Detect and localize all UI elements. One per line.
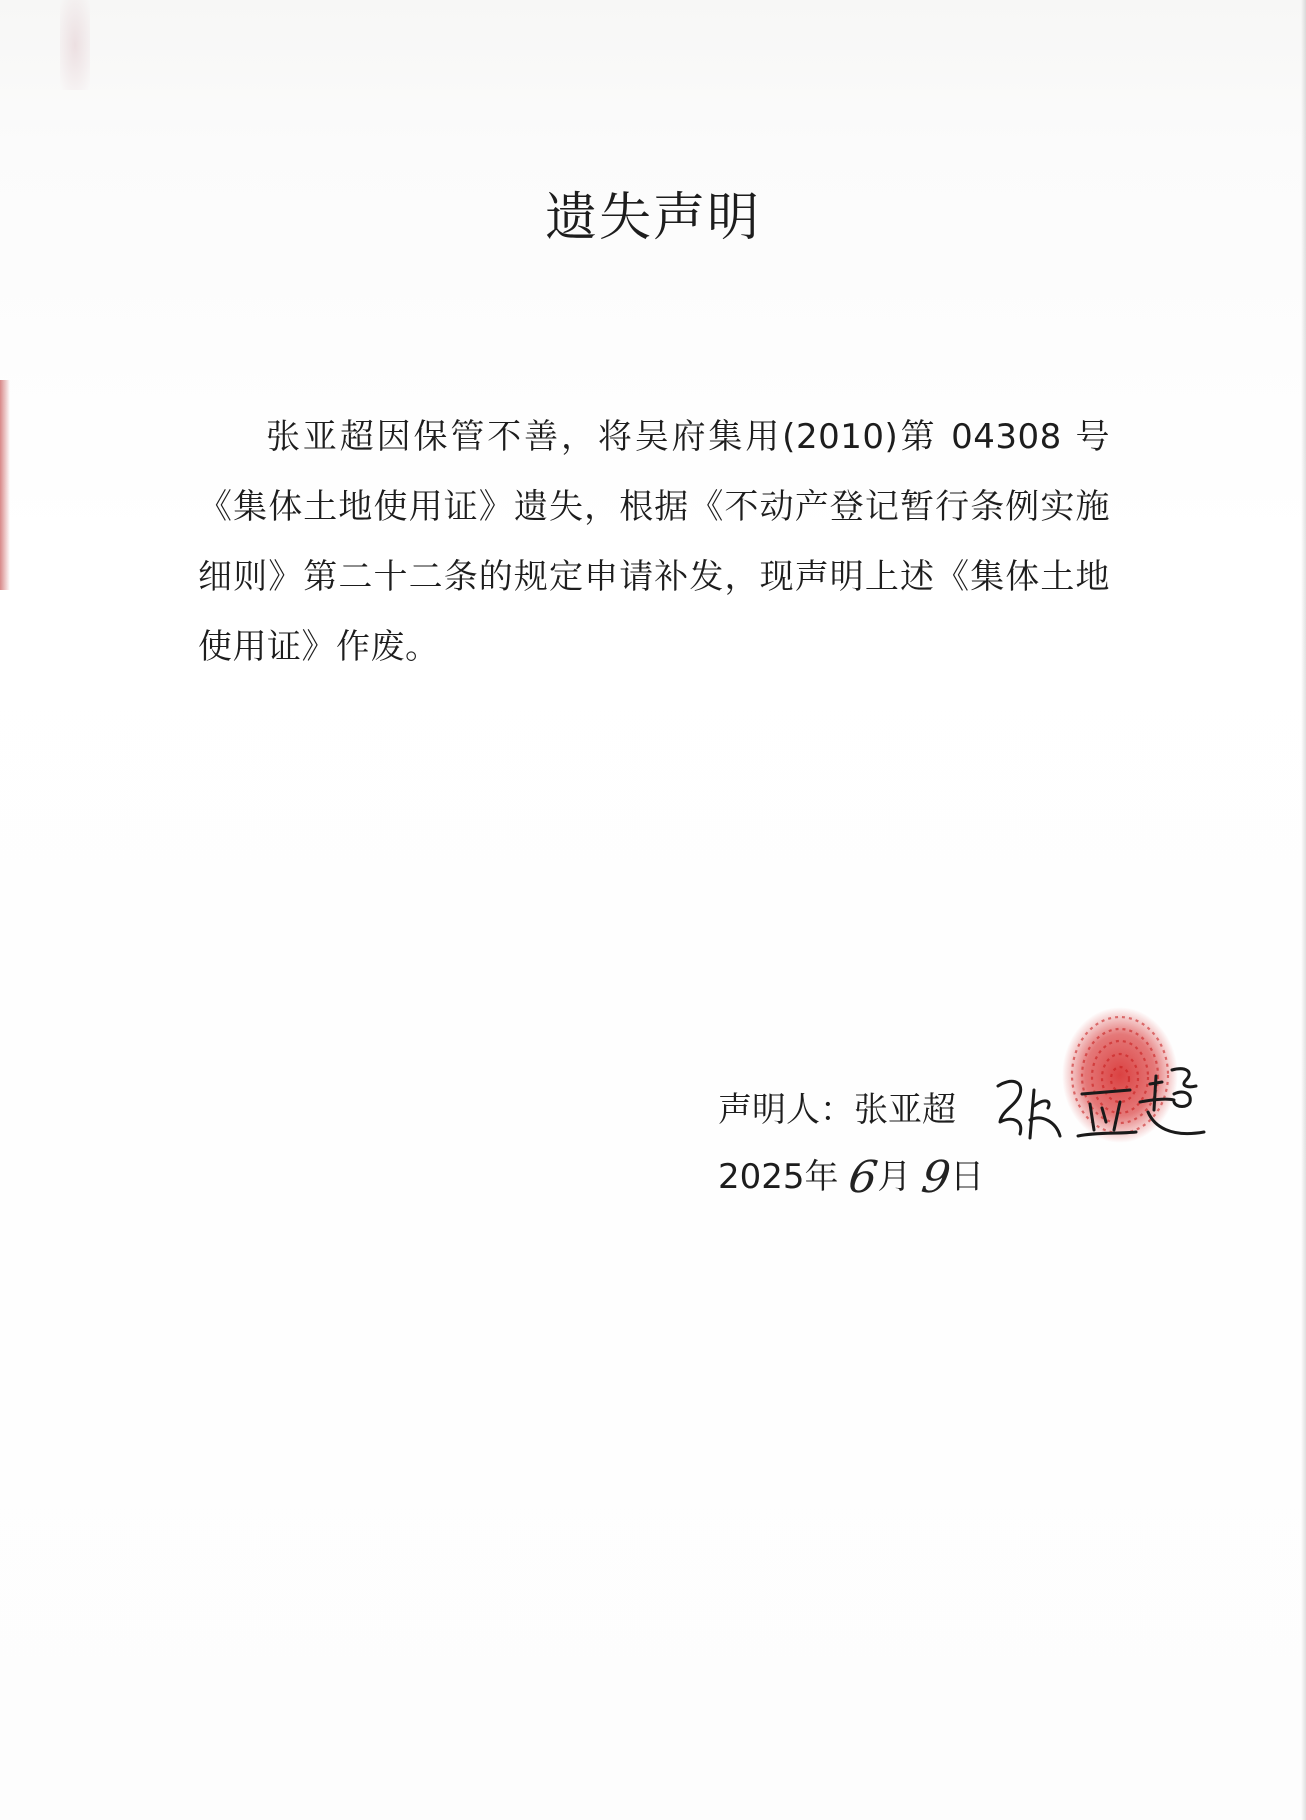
declarant-line: 声明人：张亚超: [718, 1090, 956, 1130]
date-year-unit: 年: [804, 1157, 839, 1197]
date-day-unit: 日: [950, 1157, 985, 1197]
date-month-unit: 月: [877, 1157, 912, 1197]
date-month-handwritten: 6: [845, 1152, 881, 1203]
handwritten-signature-icon: [990, 1050, 1210, 1160]
document-title: 遗失声明: [544, 187, 761, 248]
date-year: 2025: [718, 1157, 805, 1197]
paper-smudge: [60, 0, 90, 90]
paper-edge-shadow: [0, 380, 10, 590]
declaration-paragraph: 张亚超因保管不善，将吴府集用(2010)第 04308 号《集体土地使用证》遗失，根据《不动产登记暂行条例实施细则》第二十二条的规定申请补发，现声明上述《集体土地使用证》作废。: [198, 417, 1110, 667]
date-day-handwritten: 9: [918, 1152, 954, 1203]
declaration-date: [718, 1148, 985, 1203]
paper-edge-shadow-right: [1301, 0, 1306, 1820]
